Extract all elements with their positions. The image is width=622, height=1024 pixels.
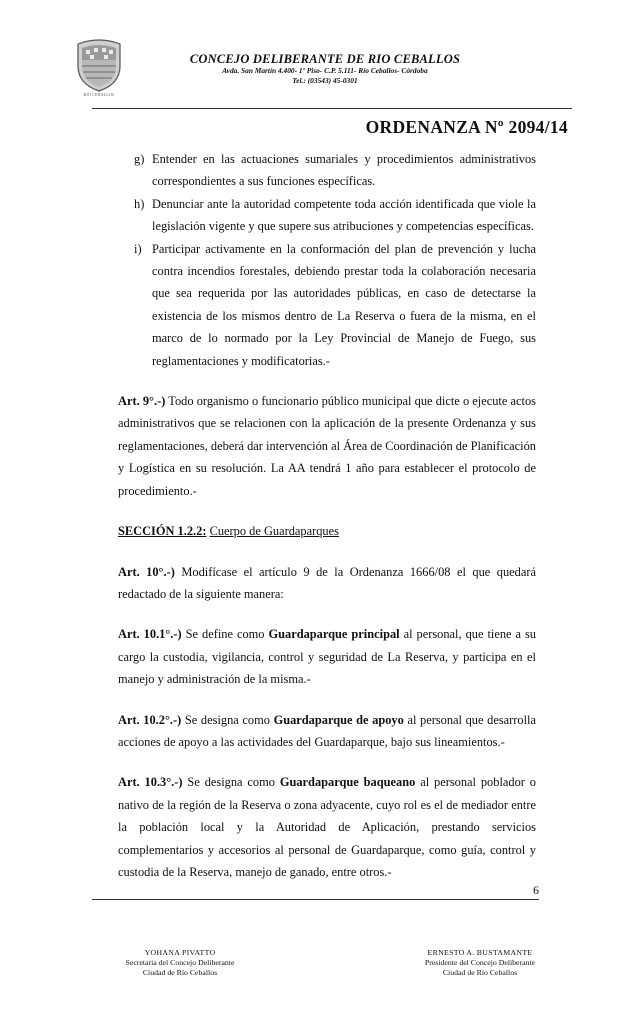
letterhead xyxy=(130,52,520,86)
signer-place: Ciudad de Río Ceballos xyxy=(442,968,518,977)
list-marker: g) xyxy=(134,152,145,166)
org-phone: Tel.: (03543) 45-0301 xyxy=(292,76,358,85)
defined-term: Guardaparque principal xyxy=(268,627,400,642)
article-10-3 xyxy=(118,771,536,883)
list-item xyxy=(118,148,536,193)
coat-of-arms-icon xyxy=(74,36,124,92)
list-marker: i) xyxy=(134,241,142,256)
section-number: SECCIÓN 1.2.2: xyxy=(118,524,207,539)
list-item-text: Participar activamente en la conformación del plan de prevención y lucha contra incendios forestales, debiendo prestar toda la colaboración necesaria que sea requerida por las autoridades públicas, en caso de detectarse la existencia de los mismos dentro de La Reserva o fuera de la misma, en el marco de lo normado por la Ley Provincial de Manejo de Fuego, sus reglamentaciones y modificatorias.- xyxy=(152,241,536,368)
page-number: 6 xyxy=(533,883,539,897)
function-list xyxy=(118,148,536,372)
article-10 xyxy=(118,561,536,606)
list-item-text: Denunciar ante la autoridad competente toda acción identificada que viole la legislación vigente y que supere sus atribuciones y competencias específicas. xyxy=(152,196,536,234)
defined-term: Guardaparque de apoyo xyxy=(273,712,404,727)
list-item xyxy=(118,193,536,238)
ordinance-title: ORDENANZA Nº 2094/14 xyxy=(365,117,568,137)
document-body xyxy=(118,148,536,883)
signer-role: Presidente del Concejo Deliberante xyxy=(424,958,536,967)
article-10-2 xyxy=(118,709,536,754)
article-text: al personal, que tiene a su cargo la custodia, vigilancia, control y seguridad de La Reserva, y participa en el manejo y administración de la misma.- xyxy=(118,627,537,687)
footer-divider xyxy=(92,899,539,900)
crest-logo xyxy=(74,36,124,100)
list-marker: h) xyxy=(134,196,145,211)
list-item-text: Entender en las actuaciones sumariales y procedimientos administrativos correspondientes a sus funciones específicas. xyxy=(152,152,536,189)
signature-block-secretary xyxy=(95,948,265,978)
article-text: Se define como xyxy=(181,627,269,642)
signer-place: Ciudad de Río Ceballos xyxy=(142,968,218,977)
article-text: Todo organismo o funcionario público municipal que dicte o ejecute actos administrativos que se relacionen con la aplicación de la presente Ordenanza y sus reglamentaciones, deberá dar intervención al Área de Coordinación de Planificación y Logística en su resolución. La AA tendrá 1 año para establecer el protocolo de procedimiento.- xyxy=(118,394,536,498)
article-text: al personal que desarrolla acciones de apoyo a las actividades del Guardaparque, bajo sus lineamientos.- xyxy=(118,712,536,749)
section-heading xyxy=(118,520,536,542)
signer-name: ERNESTO A. BUSTAMANTE xyxy=(427,948,533,957)
article-label: Art. 9°.-) xyxy=(118,394,166,409)
signer-name: YOHANA PIVATTO xyxy=(144,948,216,957)
signature-block-president xyxy=(395,948,565,978)
list-item xyxy=(118,238,536,372)
signer-role: Secretaria del Concejo Deliberante xyxy=(125,958,235,967)
article-label: Art. 10°.-) xyxy=(118,564,175,579)
org-name: CONCEJO DELIBERANTE DE RIO CEBALLOS xyxy=(189,52,461,66)
article-label: Art. 10.2°.-) xyxy=(118,712,182,727)
article-label: Art. 10.3°.-) xyxy=(118,775,183,790)
crest-label: RIO CEBALLOS xyxy=(83,92,115,97)
article-text: al personal poblador o nativo de la región de la Reserva o zona adyacente, cuyo rol es el de mediador entre la población local y la Autoridad de Aplicación, prestando servicios complementarios y accesorios al personal de Guardaparque, como guía, control y custodia de la Reserva, manejo de ganado, entre otros.- xyxy=(118,775,536,879)
header-divider xyxy=(92,108,572,109)
defined-term: Guardaparque baqueano xyxy=(279,775,416,790)
article-text: Modifícase el artículo 9 de la Ordenanza 1666/08 el que quedará redactado de la siguiente manera: xyxy=(118,564,537,601)
article-label: Art. 10.1°.-) xyxy=(118,627,182,642)
article-text: Se designa como xyxy=(181,712,274,727)
article-text: Se designa como xyxy=(182,775,280,790)
article-9 xyxy=(118,390,536,502)
org-address: Avda. San Martín 4.400- 1º Piso- C.P. 5.111- Río Ceballos- Córdoba xyxy=(222,66,428,75)
section-name: Cuerpo de Guardaparques xyxy=(209,524,339,539)
article-10-1 xyxy=(118,623,536,690)
